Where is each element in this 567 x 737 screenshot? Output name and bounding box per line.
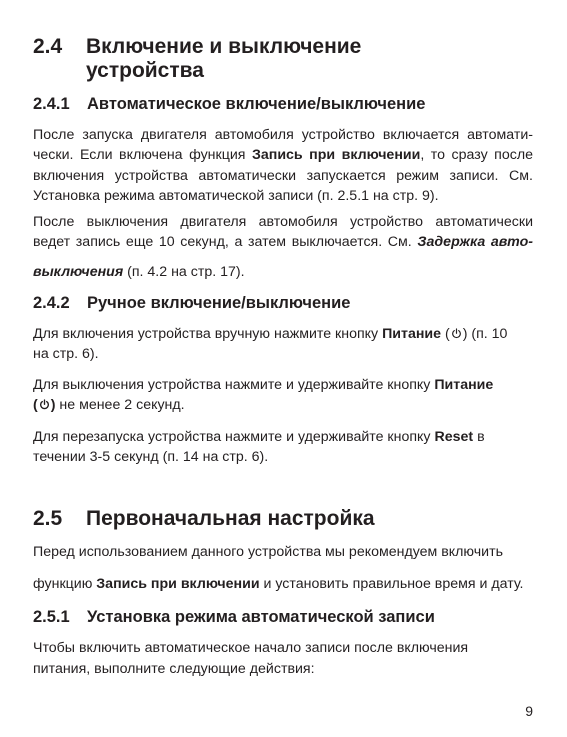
text-run: Для перезапуска устройства нажмите и удерживайте кнопку — [33, 429, 435, 445]
function-name-bold: Запись при включении — [251, 147, 421, 163]
section-title-line: Первоначальная настройка — [86, 507, 375, 530]
paragraph-line: течении 3-5 секунд (п. 14 на стр. 6). — [33, 449, 269, 465]
text-run: в — [473, 429, 485, 445]
text-run: (п. 4.2 на стр. 17). — [123, 264, 245, 280]
paragraph-line — [33, 145, 533, 165]
cross-reference-bold-italic: выключения — [33, 264, 124, 280]
text-run: ( — [441, 326, 450, 342]
text-run: и установить правильное время и дату. — [259, 576, 524, 592]
paragraph-line: Чтобы включить автоматическое начало записи после включения — [33, 640, 469, 656]
paragraph-line: включения устройства автоматически запускается режим записи. См. — [33, 168, 533, 184]
paragraph-line — [33, 232, 533, 252]
subsection-number: 2.4.2 — [33, 294, 70, 312]
paragraph-line — [33, 574, 533, 594]
paragraph-line — [33, 262, 533, 282]
function-name-bold: Запись при включении — [96, 576, 260, 592]
page-number: 9 — [525, 703, 533, 719]
section-number: 2.5 — [33, 507, 63, 530]
cross-reference-bold-italic: Задержка авто- — [417, 234, 533, 250]
text-run: ) (п. 10 — [462, 326, 508, 342]
subsection-title: Установка режима автоматической записи — [87, 608, 435, 626]
text-run: , то сразу после — [420, 147, 534, 163]
text-run: ( — [33, 397, 38, 413]
paragraph-line: После выключения двигателя автомобиля устройство автоматически — [33, 214, 533, 230]
paragraph-line — [33, 395, 533, 415]
paragraph-line: Перед использованием данного устройства мы рекомендуем включить — [33, 544, 503, 560]
text-run: Для выключения устройства нажмите и удерживайте кнопку — [33, 377, 435, 393]
paragraph-line: Установка режима автоматической записи (п. 2.5.1 на стр. 9). — [33, 188, 439, 204]
section-title-line: Включение и выключение — [86, 35, 362, 58]
paragraph-line: питания, выполните следующие действия: — [33, 661, 315, 677]
subsection-title: Ручное включение/выключение — [87, 294, 351, 312]
text-run: чески. Если включена функция — [33, 147, 252, 163]
section-number: 2.4 — [33, 35, 63, 58]
text-run: ) — [50, 397, 56, 413]
text-run: ведет запись еще 10 секунд, а затем выключается. См. — [33, 234, 418, 250]
power-icon — [451, 328, 462, 339]
paragraph-line: После запуска двигателя автомобиля устройство включается автомати- — [33, 127, 533, 143]
power-icon — [39, 399, 50, 410]
button-name-bold: Reset — [434, 429, 474, 445]
subsection-number: 2.5.1 — [33, 608, 70, 626]
text-run: не менее 2 секунд. — [55, 397, 185, 413]
button-name-bold: Питание — [382, 326, 442, 342]
text-run: Для включения устройства вручную нажмите кнопку — [33, 326, 383, 342]
text-run: функцию — [33, 576, 97, 592]
paragraph-line: на стр. 6). — [33, 346, 99, 362]
paragraph-line — [33, 324, 533, 344]
subsection-title: Автоматическое включение/выключение — [87, 95, 426, 113]
subsection-number: 2.4.1 — [33, 95, 70, 113]
section-title-line: устройства — [86, 59, 204, 82]
paragraph-line — [33, 375, 533, 395]
paragraph-line — [33, 427, 533, 447]
button-name-bold: Питание — [434, 377, 494, 393]
